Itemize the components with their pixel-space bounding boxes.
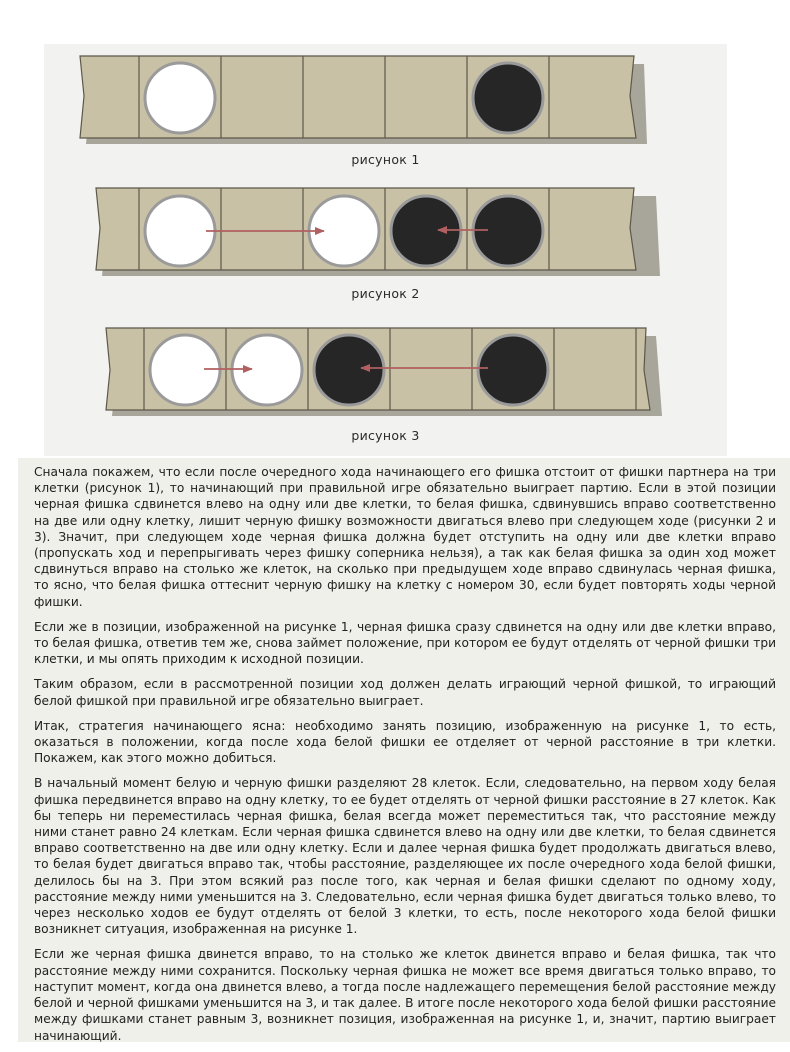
article-text bbox=[18, 458, 790, 1042]
black-piece-moved bbox=[391, 196, 461, 266]
paragraph: Сначала покажем, что если после очередного хода начинающего его фишка отстоит от фишки партнера на три клетки (рисунок 1), то начинающий при правильной игре обязательно выиграет партию. Если в этой позиции черная фишка сдвинется влево на одну или две клетки, то белая фишка, сдвинувшись вправо соответственно на две или одну клетку, лишит черную фишку возможности двигаться влево при следующем ходе (рисунки 2 и 3). Значит, при следующем ходе черная фишка должна будет отступить на одну или две клетки вправо (пропускать ход и перепрыгивать через фишку соперника нельзя), а так как белая фишка за один ход может сдвинуться вправо на столько же клеток, на сколько при предыдущем ходе вправо сдвинулась черная фишка, то ясно, что белая фишка оттеснит черную фишку на клетку с номером 30, если будет повторять ходы черной фишки. bbox=[34, 465, 776, 609]
black-piece bbox=[473, 196, 543, 266]
board-figure-3 bbox=[106, 328, 662, 416]
figure-caption-1: рисунок 1 bbox=[351, 152, 420, 167]
paragraph: В начальный момент белую и черную фишки разделяют 28 клеток. Если, следовательно, на первом ходу белая фишка передвинется вправо на одну клетку, то ее будет отделять от черной фишки расстояние в 27 клеток. Как бы теперь ни переместилась черная фишка, белая всегда может переместиться так, что расстояние между ними станет равно 24 клеткам. Если черная фишка сдвинется влево на одну или две клетки, то белая сдвинется вправо соответственно на две или одну клетку. Если и далее черная фишка будет продолжать двигаться влево, то белая будет двигаться вправо так, чтобы расстояние, разделяющее их после очередного хода белой фишки, делилось бы на 3. При этом всякий раз после того, как черная и белая фишки сделают по одному ходу, расстояние между ними уменьшится на 3. Следовательно, если черная фишка будет двигаться только влево, то через несколько ходов ее будут отделять от белой 3 клетки, то есть, после некоторого хода белой фишки возникнет ситуация, изображенная на рисунке 1. bbox=[34, 776, 776, 937]
paragraph: Если же черная фишка двинется вправо, то на столько же клеток двинется вправо и белая фишка, так что расстояние между ними сохранится. Поскольку черная фишка не может все время двигаться только вправо, то наступит момент, когда она двинется влево, а тогда после надлежащего перемещения белой расстояние между белой и черной фишками уменьшится на 3, и так далее. В итоге после некоторого хода белой фишки расстояние между фишками станет равным 3, возникнет позиция, изображенная на рисунке 1, и, значит, партию выиграет начинающий. bbox=[34, 947, 776, 1043]
black-piece-moved bbox=[314, 335, 384, 405]
board-figure-2 bbox=[96, 188, 660, 276]
black-piece bbox=[473, 63, 543, 133]
white-piece bbox=[145, 63, 215, 133]
figure-caption-2: рисунок 2 bbox=[351, 286, 420, 301]
white-piece bbox=[150, 335, 220, 405]
figures-panel bbox=[44, 44, 727, 456]
boards-illustration bbox=[44, 44, 727, 456]
board-figure-1 bbox=[80, 56, 647, 144]
paragraph: Итак, стратегия начинающего ясна: необходимо занять позицию, изображенную на рисунке 1, то есть, оказаться в положении, когда после хода белой фишки ее отделяет от черной расстояние в три клетки. Покажем, как этого можно добиться. bbox=[34, 718, 776, 766]
white-piece bbox=[145, 196, 215, 266]
paragraph: Если же в позиции, изображенной на рисунке 1, черная фишка сразу сдвинется на одну или две клетки вправо, то белая фишка, ответив тем же, снова займет положение, при котором ее будут отделять от черной фишки три клетки, и мы опять приходим к исходной позиции. bbox=[34, 619, 776, 667]
figure-caption-3: рисунок 3 bbox=[351, 428, 420, 443]
paragraph: Таким образом, если в рассмотренной позиции ход должен делать играющий черной фишкой, то играющий белой фишкой при правильной игре обязательно выиграет. bbox=[34, 677, 776, 708]
white-piece-moved bbox=[232, 335, 302, 405]
black-piece bbox=[478, 335, 548, 405]
